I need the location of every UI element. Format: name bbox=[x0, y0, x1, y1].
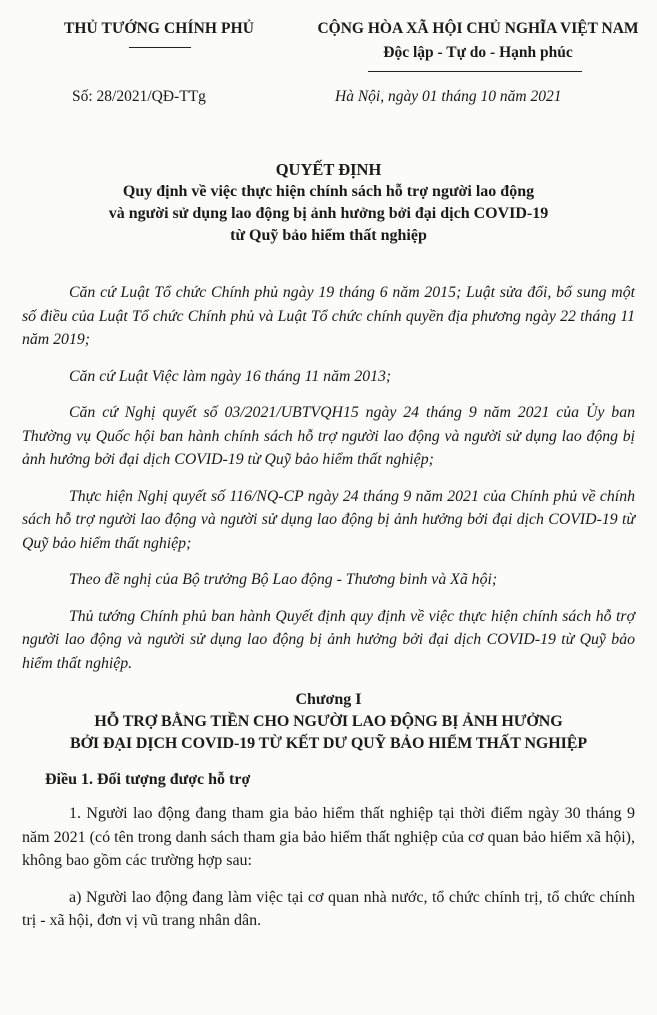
chapter-title-line-2: BỞI ĐẠI DỊCH COVID-19 TỪ KẾT DƯ QUỸ BẢO HIỂM THẤT NGHIỆP bbox=[70, 735, 587, 752]
preamble-paragraph: Căn cứ Luật Việc làm ngày 16 tháng 11 năm 2013; bbox=[69, 367, 392, 385]
title-line-1: Quy định về việc thực hiện chính sách hỗ trợ người lao động bbox=[122, 183, 535, 200]
agency-underline bbox=[129, 47, 191, 48]
document-header bbox=[22, 0, 639, 128]
preamble bbox=[22, 281, 635, 675]
national-motto: Độc lập - Tự do - Hạnh phúc bbox=[383, 44, 573, 61]
national-title: CỘNG HÒA XÃ HỘI CHỦ NGHĨA VIỆT NAM bbox=[317, 20, 639, 37]
title-line-2: và người sử dụng lao động bị ảnh hưởng bởi đại dịch COVID-19 bbox=[108, 205, 549, 222]
preamble-paragraph: Thủ tướng Chính phủ ban hành Quyết định quy định về việc thực hiện chính sách hỗ trợ người lao động và người sử dụng lao động bị ảnh hưởng bởi đại dịch COVID-19 từ Quỹ bảo hiểm thất nghiệp. bbox=[22, 607, 635, 672]
preamble-paragraph: Căn cứ Nghị quyết số 03/2021/UBTVQH15 ngày 24 tháng 9 năm 2021 của Ủy ban Thường vụ Quốc hội ban hành chính sách hỗ trợ người lao động và người sử dụng lao động bị ảnh hưởng bởi đại dịch COVID-19 từ Quỹ bảo hiểm thất nghiệp; bbox=[22, 404, 635, 468]
article-title: Điều 1. Đối tượng được hỗ trợ bbox=[45, 771, 251, 788]
chapter-heading bbox=[22, 689, 635, 755]
article-paragraph: a) Người lao động đang làm việc tại cơ quan nhà nước, tổ chức chính trị, tổ chức chính trị - xã hội, đơn vị vũ trang nhân dân. bbox=[22, 888, 635, 929]
article-paragraph: 1. Người lao động đang tham gia bảo hiểm thất nghiệp tại thời điểm ngày 30 tháng 9 năm 2021 (có tên trong danh sách tham gia bảo hiểm thất nghiệp của cơ quan bảo hiểm xã hội), không bao gồm các trường hợp sau: bbox=[22, 805, 635, 869]
title-line-3: từ Quỹ bảo hiểm thất nghiệp bbox=[230, 227, 427, 244]
preamble-paragraph: Căn cứ Luật Tổ chức Chính phủ ngày 19 tháng 6 năm 2015; Luật sửa đổi, bổ sung một số điều của Luật Tổ chức Chính phủ và Luật Tổ chức chính quyền địa phương ngày 22 tháng 11 năm 2019; bbox=[22, 284, 635, 348]
chapter-label: Chương I bbox=[295, 691, 362, 708]
document-number: Số: 28/2021/QĐ-TTg bbox=[72, 88, 206, 105]
preamble-paragraph: Theo đề nghị của Bộ trưởng Bộ Lao động - Thương binh và Xã hội; bbox=[69, 571, 498, 588]
issuing-agency: THỦ TƯỚNG CHÍNH PHỦ bbox=[63, 20, 255, 37]
preamble-paragraph: Thực hiện Nghị quyết số 116/NQ-CP ngày 24 tháng 9 năm 2021 của Chính phủ về chính sách hỗ trợ người lao động và người sử dụng lao động bị ảnh hưởng bởi đại dịch COVID-19 từ Quỹ bảo hiểm thất nghiệp; bbox=[22, 487, 635, 552]
motto-underline bbox=[368, 71, 582, 72]
decision-title bbox=[22, 159, 635, 247]
chapter-title-line-1: HỖ TRỢ BẰNG TIỀN CHO NGƯỜI LAO ĐỘNG BỊ ẢNH HƯỞNG bbox=[94, 713, 563, 730]
article-body bbox=[22, 802, 635, 933]
document-kind: QUYẾT ĐỊNH bbox=[275, 160, 382, 179]
place-and-date: Hà Nội, ngày 01 tháng 10 năm 2021 bbox=[335, 88, 562, 105]
